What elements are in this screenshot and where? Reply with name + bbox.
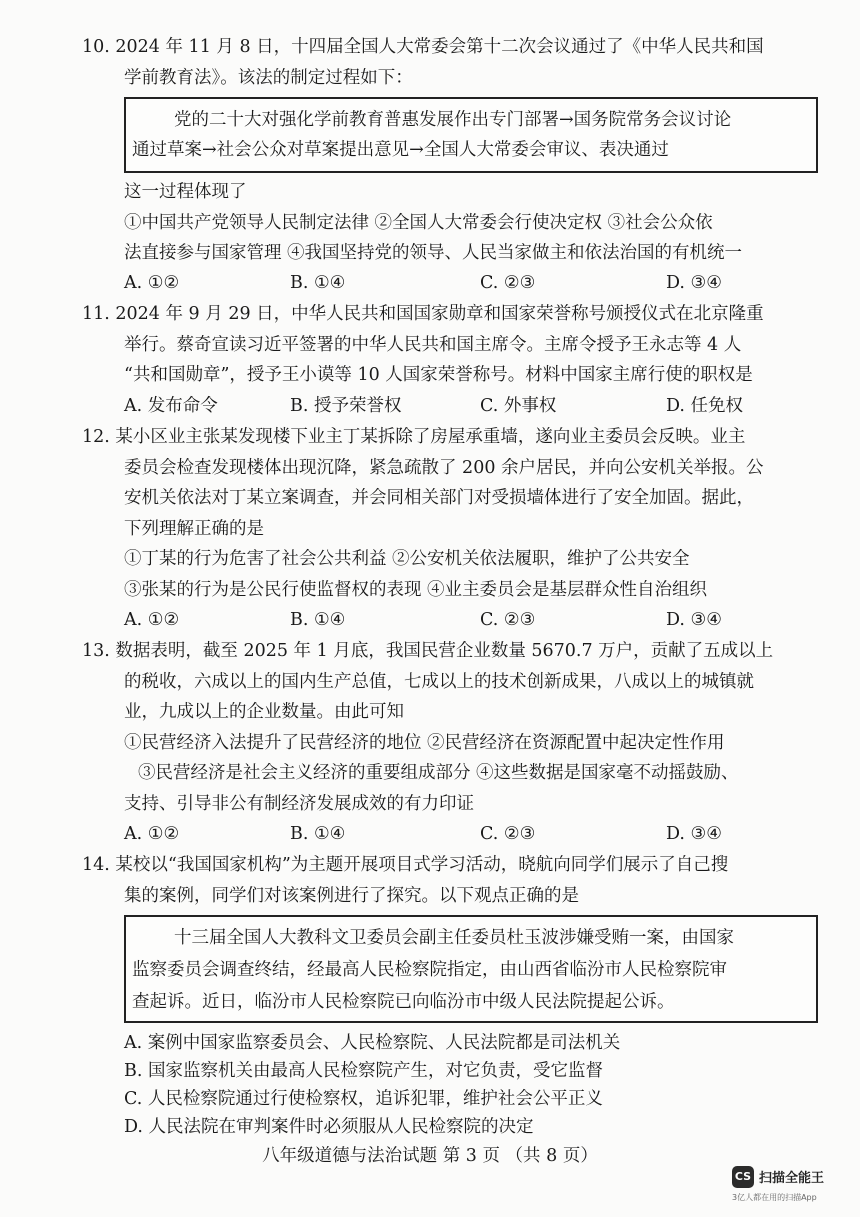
watermark-app-name: 扫描全能王 — [759, 1171, 825, 1186]
q12-stem-line1: 12. 某小区业主张某发现楼下业主丁某拆除了房屋承重墙，遂向业主委员会反映。业主 — [82, 427, 746, 447]
q10-stem-line3: 这一过程体现了 — [124, 182, 247, 202]
q10-option-a: A. ①② — [124, 273, 180, 293]
q10-choices-line1: ①中国共产党领导人民制定法律 ②全国人大常委会行使决定权 ③社会公众依 — [124, 213, 713, 233]
q12-option-b: B. ①④ — [290, 610, 346, 630]
q14-stem-line2: 集的案例，同学们对该案例进行了探究。以下观点正确的是 — [124, 886, 579, 906]
q10-stem-line1: 10. 2024 年 11 月 8 日，十四届全国人大常委会第十二次会议通过了《中华人民共和国 — [82, 37, 764, 57]
q14-option-c: C. 人民检察院通过行使检察权，追诉犯罪，维护社会公平正义 — [124, 1089, 603, 1109]
q10-stem-line2: 学前教育法》。该法的制定过程如下： — [124, 68, 413, 88]
q10-option-b: B. ①④ — [290, 273, 346, 293]
watermark-tagline: 3亿人都在用的扫描App — [732, 1193, 817, 1202]
camscanner-logo-icon: CS — [732, 1166, 754, 1188]
q11-option-b: B. 授予荣誉权 — [290, 396, 402, 416]
q11-stem-line2: 举行。蔡奇宣读习近平签署的中华人民共和国主席令。主席令授予王永志等 4 人 — [124, 335, 742, 355]
q11-stem-line1: 11. 2024 年 9 月 29 日，中华人民共和国国家勋章和国家荣誉称号颁授仪式在北京隆重 — [82, 304, 764, 324]
q13-option-c: C. ②③ — [480, 824, 536, 844]
scanner-watermark — [732, 1166, 842, 1206]
q12-option-a: A. ①② — [124, 610, 180, 630]
q12-option-d: D. ③④ — [666, 610, 722, 630]
q10-option-d: D. ③④ — [666, 273, 722, 293]
q12-stem-line3: 安机关依法对丁某立案调查，并会同相关部门对受损墙体进行了安全加固。据此， — [124, 488, 754, 508]
q14-case-box — [124, 915, 818, 1023]
q14-option-a: A. 案例中国家监察委员会、人民检察院、人民法院都是司法机关 — [124, 1033, 621, 1053]
q13-choices-line1: ①民营经济入法提升了民营经济的地位 ②民营经济在资源配置中起决定性作用 — [124, 733, 725, 753]
page-footer: 八年级道德与法治试题 第 3 页 （共 8 页） — [262, 1146, 598, 1166]
q10-choices-line2: 法直接参与国家管理 ④我国坚持党的领导、人民当家做主和依法治国的有机统一 — [124, 243, 743, 263]
q14-stem-line1: 14. 某校以“我国国家机构”为主题开展项目式学习活动，晓航向同学们展示了自己搜 — [82, 855, 729, 875]
q11-option-a: A. 发布命令 — [124, 396, 218, 416]
q14-option-b: B. 国家监察机关由最高人民检察院产生，对它负责，受它监督 — [124, 1061, 603, 1081]
q12-stem-line4: 下列理解正确的是 — [124, 519, 264, 539]
q14-box-line3: 查起诉。近日，临汾市人民检察院已向临汾市中级人民法院提起公诉。 — [132, 992, 675, 1012]
q10-option-c: C. ②③ — [480, 273, 536, 293]
q10-process-box — [124, 97, 818, 173]
q14-option-d: D. 人民法院在审判案件时必须服从人民检察院的决定 — [124, 1117, 534, 1137]
q11-option-d: D. 任免权 — [666, 396, 744, 416]
q13-stem-line2: 的税收，六成以上的国内生产总值，七成以上的技术创新成果，八成以上的城镇就 — [124, 672, 754, 692]
q13-option-b: B. ①④ — [290, 824, 346, 844]
q12-option-c: C. ②③ — [480, 610, 536, 630]
q13-stem-line3: 业，九成以上的企业数量。由此可知 — [124, 702, 404, 722]
q12-choices-line1: ①丁某的行为危害了社会公共利益 ②公安机关依法履职，维护了公共安全 — [124, 549, 690, 569]
q11-option-c: C. 外事权 — [480, 396, 557, 416]
q13-option-d: D. ③④ — [666, 824, 722, 844]
q14-box-line1: 十三届全国人大教科文卫委员会副主任委员杜玉波涉嫌受贿一案，由国家 — [174, 928, 734, 948]
q13-option-a: A. ①② — [124, 824, 180, 844]
q13-choices-line2: ③民营经济是社会主义经济的重要组成部分 ④这些数据是国家毫不动摇鼓励、 — [138, 763, 739, 783]
q12-choices-line2: ③张某的行为是公民行使监督权的表现 ④业主委员会是基层群众性自治组织 — [124, 580, 708, 600]
q12-stem-line2: 委员会检查发现楼体出现沉降，紧急疏散了 200 余户居民，并向公安机关举报。公 — [124, 458, 764, 478]
q11-stem-line3: “共和国勋章”，授予王小谟等 10 人国家荣誉称号。材料中国家主席行使的职权是 — [124, 365, 753, 385]
q13-choices-line3: 支持、引导非公有制经济发展成效的有力印证 — [124, 794, 474, 814]
q10-box-line1: 党的二十大对强化学前教育普惠发展作出专门部署→国务院常务会议讨论 — [174, 110, 732, 130]
q13-stem-line1: 13. 数据表明，截至 2025 年 1 月底，我国民营企业数量 5670.7 万户，贡献了五成以上 — [82, 641, 774, 661]
q14-box-line2: 监察委员会调查终结，经最高人民检察院指定，由山西省临汾市人民检察院审 — [132, 960, 727, 980]
q10-box-line2: 通过草案→社会公众对草案提出意见→全国人大常委会审议、表决通过 — [132, 140, 669, 160]
